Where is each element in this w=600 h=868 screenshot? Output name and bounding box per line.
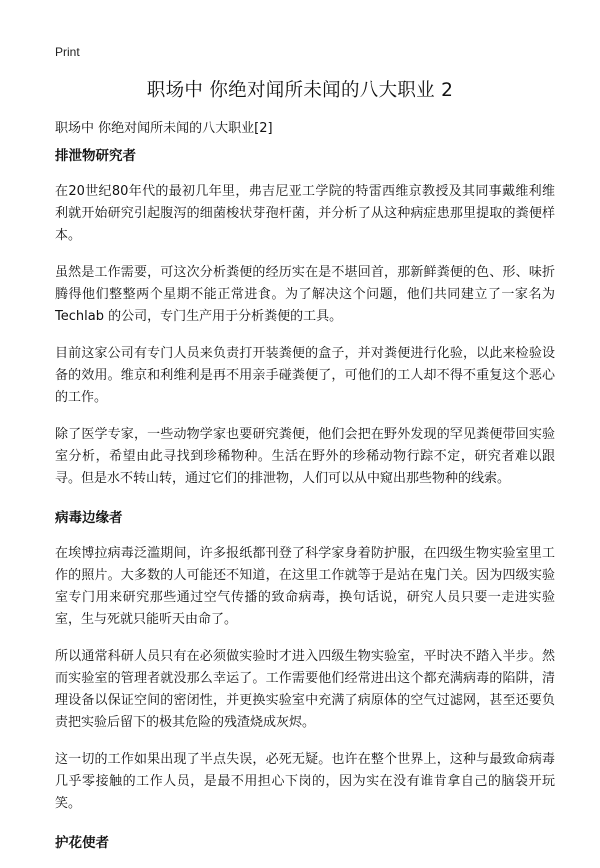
article-subtitle: 职场中 你绝对闻所未闻的八大职业[2] bbox=[55, 121, 273, 136]
paragraph: 除了医学专家，一些动物学家也要研究粪便，他们会把在野外发现的罕见粪便带回实验室分析，希望由此寻找到珍稀物种。生活在野外的珍稀动物行踪不定，研究者难以跟寻。但是水不转山转，通过它们的排泄物，人们可以从中窥出那些物种的线索。 bbox=[55, 427, 555, 486]
section-heading: 病毒边缘者 bbox=[55, 510, 123, 526]
paragraph: 目前这家公司有专门人员来负责打开装粪便的盒子，并对粪便进行化验，以此来检验设备的效用。维京和利维利是再不用亲手碰粪便了，可他们的工人却不得不重复这个恶心的工作。 bbox=[55, 346, 555, 405]
print-link[interactable]: Print bbox=[55, 45, 80, 59]
paragraph: 在20世纪80年代的最初几年里，弗吉尼亚工学院的特雷西维京教授及其同事戴维利维利就开始研究引起腹泻的细菌梭状芽孢杆菌，并分析了从这种病症患那里提取的粪便样本。 bbox=[55, 184, 555, 243]
page-title: 职场中 你绝对闻所未闻的八大职业 2 bbox=[146, 80, 454, 101]
paragraph: 在埃博拉病毒泛滥期间，许多报纸都刊登了科学家身着防护服，在四级生物实验室里工作的照片。大多数的人可能还不知道，在这里工作就等于是站在鬼门关。因为四级实验室专门用来研究那些通过空气传播的致命病毒，换句话说，研究人员只要一走进实验室，生与死就只能听天由命了。 bbox=[55, 546, 555, 627]
section-heading: 护花使者 bbox=[55, 835, 109, 851]
section-heading: 排泄物研究者 bbox=[55, 148, 136, 164]
section-flower-guardian bbox=[55, 832, 555, 854]
paragraph: 这一切的工作如果出现了半点失误，必死无疑。也许在整个世界上，这种与最致命病毒几乎零接触的工作人员，是最不用担心下岗的，因为实在没有谁肯拿自己的脑袋开玩笑。 bbox=[55, 752, 555, 811]
section-excrement-researcher bbox=[55, 145, 555, 490]
section-virus-edge-worker bbox=[55, 507, 555, 815]
article-body bbox=[55, 118, 555, 868]
paragraph: 所以通常科研人员只有在必须做实验时才进入四级生物实验室，平时决不踏入半步。然而实验室的管理者就没那么幸运了。工作需要他们经常进出这个都充满病毒的陷阱，清理设备以保证空间的密闭性，并更换实验室中充满了病原体的空气过滤网，甚至还要负责把实验后留下的极其危险的残渣烧成灰烬。 bbox=[55, 649, 555, 730]
paragraph: 虽然是工作需要，可这次分析粪便的经历实在是不堪回首，那新鲜粪便的色、形、味折腾得他们整整两个星期不能正常进食。为了解决这个问题，他们共同建立了一家名为Techlab 的公司，专门生产用于分析粪便的工具。 bbox=[55, 265, 555, 324]
